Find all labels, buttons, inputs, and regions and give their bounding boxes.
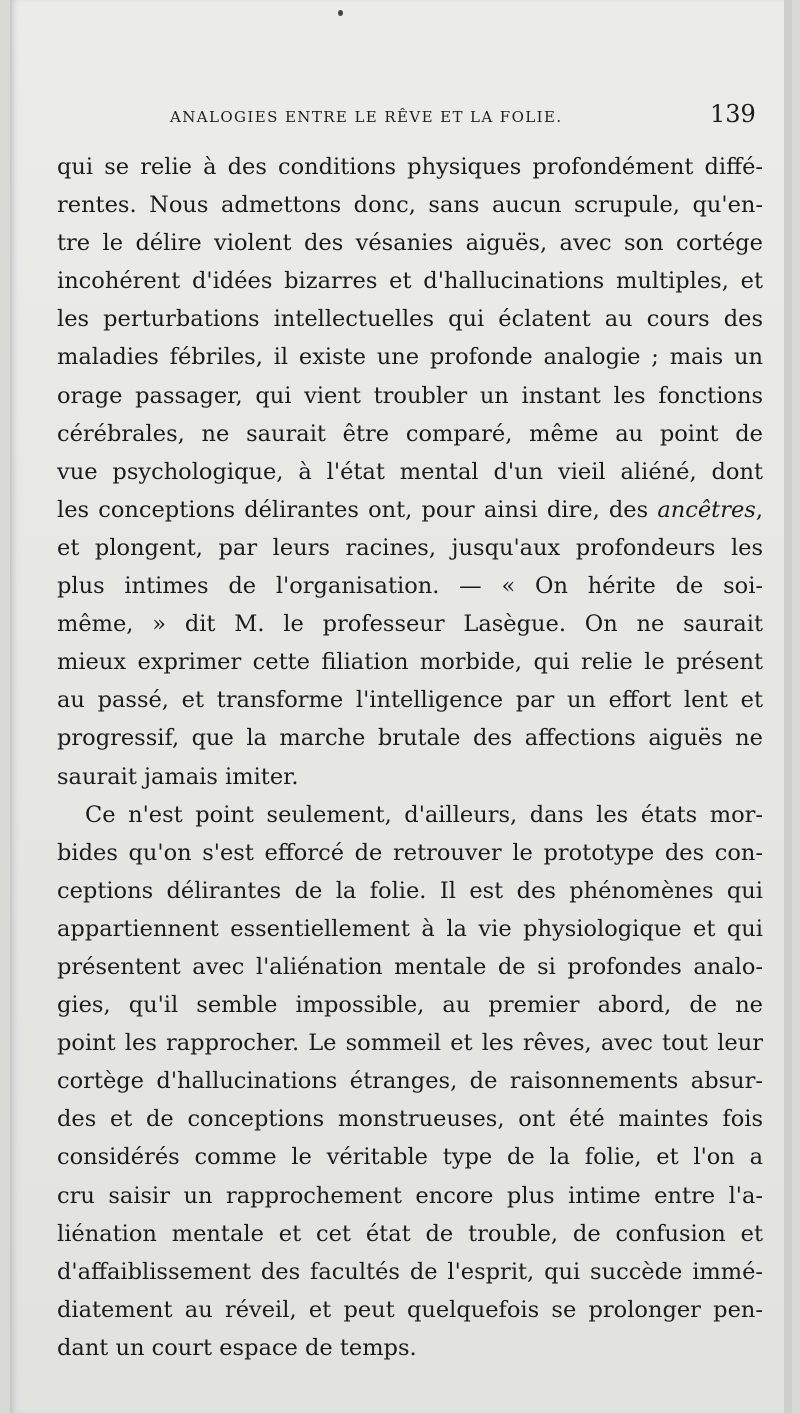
text-line: appartiennent essentiellement à la vie physiologique et qui bbox=[57, 915, 763, 942]
text-line-with-italic bbox=[57, 491, 763, 529]
text-line: gies, qu'il semble impossible, au premier abord, de ne bbox=[57, 992, 763, 1019]
text-line: au passé, et transforme l'intelligence par un effort lent et bbox=[57, 687, 763, 714]
text-line: bides qu'on s'est efforcé de retrouver le prototype des con- bbox=[57, 839, 763, 866]
text-line: vue psychologique, à l'état mental d'un vieil aliéné, dont bbox=[57, 458, 763, 485]
text-line: saurait jamais imiter. bbox=[57, 763, 299, 790]
text-line: tre le délire violent des vésanies aiguës, avec son cortége bbox=[57, 230, 763, 257]
body-text bbox=[57, 148, 763, 1367]
text-line: orage passager, qui vient troubler un instant les fonctions bbox=[57, 382, 763, 409]
italic-word: ancêtres bbox=[657, 496, 756, 523]
text-line: dant un court espace de temps. bbox=[57, 1334, 417, 1361]
text-line: progressif, que la marche brutale des affections aiguës ne bbox=[57, 725, 763, 752]
paragraph-first-line: Ce n'est point seulement, d'ailleurs, dans les états mor- bbox=[85, 801, 763, 828]
text-line: maladies fébriles, il existe une profonde analogie ; mais un bbox=[57, 344, 763, 371]
text-line: liénation mentale et cet état de trouble, de confusion et bbox=[57, 1220, 763, 1247]
text-line: des et de conceptions monstrueuses, ont été maintes fois bbox=[57, 1106, 763, 1133]
text-line: cortège d'hallucinations étranges, de raisonnements absur- bbox=[57, 1068, 763, 1095]
text-line: d'affaiblissement des facultés de l'esprit, qui succède immé- bbox=[57, 1258, 763, 1285]
text-line: et plongent, par leurs racines, jusqu'aux profondeurs les bbox=[57, 534, 763, 561]
text-line: point les rapprocher. Le sommeil et les rêves, avec tout leur bbox=[57, 1030, 763, 1057]
running-head: ANALOGIES ENTRE LE RÊVE ET LA FOLIE. bbox=[170, 108, 563, 126]
text-line: même, » dit M. le professeur Lasègue. On ne saurait bbox=[57, 611, 763, 638]
text-line: diatement au réveil, et peut quelquefois se prolonger pen- bbox=[57, 1296, 763, 1323]
text-segment: , bbox=[755, 496, 763, 523]
book-page bbox=[10, 0, 792, 1413]
text-line: les perturbations intellectuelles qui éclatent au cours des bbox=[57, 306, 763, 333]
text-line: cérébrales, ne saurait être comparé, même au point de bbox=[57, 420, 763, 447]
page-number: 139 bbox=[710, 100, 756, 128]
ink-dot bbox=[338, 10, 343, 16]
text-segment: les conceptions délirantes ont, pour ainsi dire, des bbox=[57, 496, 658, 523]
page-edge bbox=[784, 0, 792, 1413]
text-line: présentent avec l'aliénation mentale de si profondes analo- bbox=[57, 953, 763, 980]
text-line: cru saisir un rapprochement encore plus intime entre l'a- bbox=[57, 1182, 763, 1209]
text-line: plus intimes de l'organisation. — « On hérite de soi- bbox=[57, 573, 763, 600]
text-line: mieux exprimer cette filiation morbide, qui relie le présent bbox=[57, 649, 763, 676]
text-line: rentes. Nous admettons donc, sans aucun scrupule, qu'en- bbox=[57, 192, 763, 219]
text-line: incohérent d'idées bizarres et d'hallucinations multiples, et bbox=[57, 268, 763, 295]
text-line: ceptions délirantes de la folie. Il est des phénomènes qui bbox=[57, 877, 763, 904]
text-line: considérés comme le véritable type de la folie, et l'on a bbox=[57, 1144, 763, 1171]
text-line: qui se relie à des conditions physiques profondément diffé- bbox=[57, 154, 763, 180]
